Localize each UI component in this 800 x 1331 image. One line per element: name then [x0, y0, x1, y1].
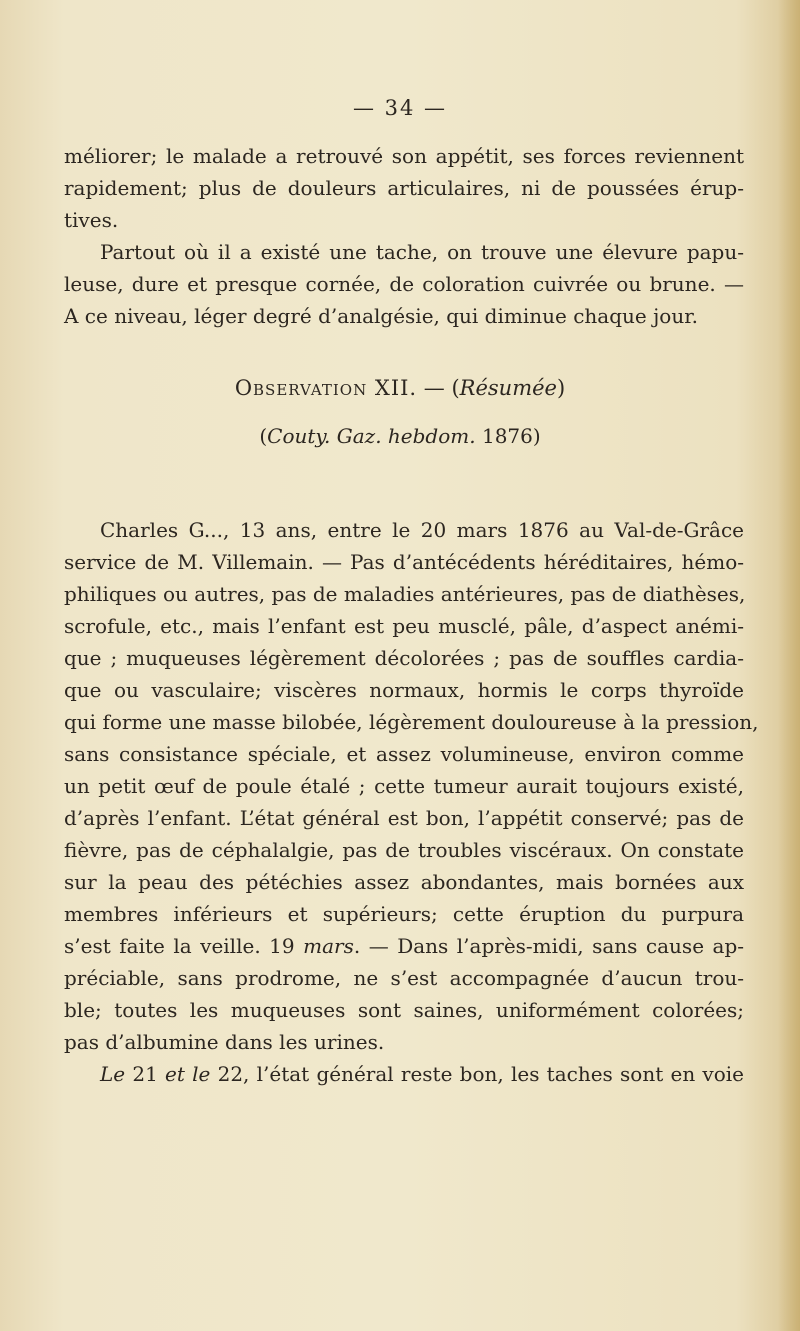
text-line: que ; muqueuses légèrement décolorées ; pas de souffles cardia- — [64, 646, 744, 670]
italic-word: et — [165, 1062, 185, 1086]
text-line: fièvre, pas de céphalalgie, pas de troubles viscéraux. On constate — [64, 838, 744, 862]
citation — [0, 420, 800, 452]
text-line: sur la peau des pétéchies assez abondantes, mais bornées aux — [64, 870, 744, 894]
page-edge-shadow — [778, 0, 800, 1331]
heading-close: ) — [556, 376, 566, 400]
text-line: service de M. Villemain. — Pas d’antécédents héréditaires, hémo- — [64, 550, 744, 574]
observation-label: Observation XII. — [234, 376, 418, 400]
text-fragment: . — Dans l’après-midi, sans cause ap- — [353, 934, 745, 958]
italic-word: le — [192, 1062, 211, 1086]
text-line: tives. — [64, 208, 119, 232]
text-line-21-22 — [64, 1058, 744, 1090]
text-line: scrofule, etc., mais l’enfant est peu musclé, pâle, d’aspect anémi- — [64, 614, 744, 638]
text-line: Partout où il a existé une tache, on trouve une élevure papu- — [100, 240, 744, 264]
paragraph-continuation — [64, 140, 744, 236]
text-line: membres inférieurs et supérieurs; cette éruption du purpura — [64, 902, 744, 926]
text-line: qui forme une masse bilobée, légèrement douloureuse à la pression, — [64, 710, 759, 734]
text-line: A ce niveau, léger degré d’analgésie, qui diminue chaque jour. — [64, 304, 698, 328]
paragraph-case-report — [64, 514, 759, 1090]
page-number: — 34 — — [352, 96, 448, 120]
text-fragment: 22, l’état général reste bon, les taches sont en voie — [210, 1062, 744, 1086]
text-line: Charles G..., 13 ans, entre le 20 mars 1876 au Val-de-Grâce — [100, 518, 744, 542]
text-line: méliorer; le malade a retrouvé son appétit, ses forces reviennent — [64, 144, 744, 168]
text-line: pas d’albumine dans les urines. — [64, 1030, 385, 1054]
text-line: ble; toutes les muqueuses sont saines, uniformément colorées; — [64, 998, 744, 1022]
italic-date: mars — [303, 934, 354, 958]
text-line: sans consistance spéciale, et assez volumineuse, environ comme — [64, 742, 744, 766]
citation-open: ( — [259, 424, 268, 448]
heading-dash: — ( — [417, 376, 460, 400]
text-line: rapidement; plus de douleurs articulaires, ni de poussées érup- — [64, 176, 744, 200]
text-line: que ou vasculaire; viscères normaux, hormis le corps thyroïde — [64, 678, 744, 702]
text-line: philiques ou autres, pas de maladies antérieures, pas de diathèses, — [64, 582, 746, 606]
text-line-19-mars — [64, 930, 744, 962]
italic-word: Le — [100, 1062, 126, 1086]
text-fragment: 21 — [125, 1062, 166, 1086]
text-line: un petit œuf de poule étalé ; cette tumeur aurait toujours existé, — [64, 774, 744, 798]
text-line: préciable, sans prodrome, ne s’est accompagnée d’aucun trou- — [64, 966, 744, 990]
citation-source: Couty. Gaz. hebdom. — [267, 424, 476, 448]
text-line: d’après l’enfant. L’état général est bon, l’appétit conservé; pas de — [64, 806, 744, 830]
citation-year: 1876) — [475, 424, 541, 448]
paragraph-partout — [64, 236, 744, 332]
text-line: leuse, dure et presque cornée, de coloration cuivrée ou brune. — — [64, 272, 744, 296]
observation-heading — [0, 372, 800, 404]
heading-subtitle: Résumée — [459, 376, 557, 400]
text-fragment: s’est faite la veille. 19 — [64, 934, 304, 958]
